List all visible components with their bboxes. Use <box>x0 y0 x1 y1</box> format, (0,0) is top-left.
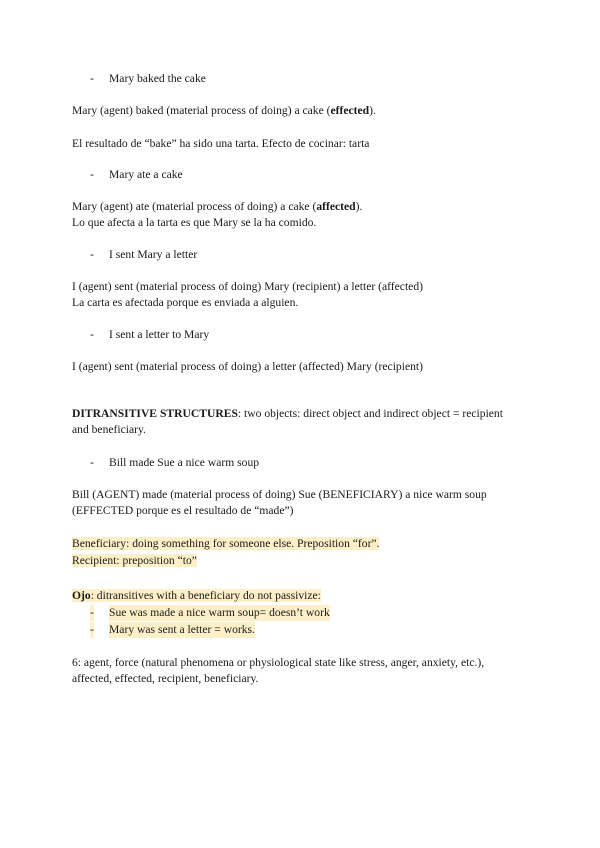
paragraph: I (agent) sent (material process of doing) Mary (recipient) a letter (affected) <box>72 280 423 293</box>
bold-text: Ojo <box>72 589 91 602</box>
paragraph <box>72 199 362 215</box>
highlighted-text: Beneficiary: doing something for someone else. Preposition “for”. <box>72 537 380 550</box>
highlighted-paragraph <box>72 536 379 552</box>
paragraph <box>72 103 376 119</box>
bullet-dash: - <box>90 456 94 469</box>
bullet-dash: - <box>90 72 94 85</box>
paragraph: affected, effected, recipient, beneficiary. <box>72 672 259 685</box>
text: ). <box>369 104 376 117</box>
bullet-dash: - <box>90 168 94 181</box>
paragraph <box>72 406 503 422</box>
text: Mary (agent) baked (material process of doing) a cake ( <box>72 104 331 117</box>
paragraph: Lo que afecta a la tarta es que Mary se la ha comido. <box>72 216 317 229</box>
bullet-text: Bill made Sue a nice warm soup <box>109 456 260 469</box>
paragraph: I (agent) sent (material process of doing) a letter (affected) Mary (recipient) <box>72 360 423 373</box>
text: : two objects: direct object and indirect object = recipient <box>237 407 503 420</box>
paragraph: La carta es afectada porque es enviada a alguien. <box>72 296 299 309</box>
bold-text: affected <box>316 200 356 213</box>
paragraph: (EFFECTED porque es el resultado de “made”) <box>72 504 294 517</box>
bullet-dash: - <box>90 623 94 636</box>
bullet-text: Mary baked the cake <box>109 72 206 85</box>
highlighted-text: Recipient: preposition “to” <box>72 554 197 567</box>
section-heading: DITRANSITIVE STRUCTURES <box>72 407 238 420</box>
text: ). <box>355 200 363 213</box>
highlighted-paragraph <box>72 588 321 604</box>
bullet-dash: - <box>90 328 94 341</box>
bullet-text: I sent Mary a letter <box>109 248 198 261</box>
text: Mary (agent) ate (material process of doing) a cake ( <box>72 200 317 213</box>
paragraph: 6: agent, force (natural phenomena or physiological state like stress, anger, anxiety, etc.), <box>72 656 485 669</box>
bold-text: effected <box>330 104 370 117</box>
text: : ditransitives with a beneficiary do not passivize: <box>90 589 321 602</box>
bullet-text: Mary ate a cake <box>109 168 183 181</box>
bullet-text: Sue was made a nice warm soup= doesn’t work <box>109 606 330 619</box>
bullet-text: I sent a letter to Mary <box>109 328 210 341</box>
bullet-dash: - <box>90 248 94 261</box>
bullet-text: Mary was sent a letter = works. <box>109 623 255 636</box>
highlighted-paragraph <box>72 553 197 569</box>
bullet-dash: - <box>90 606 94 619</box>
paragraph: El resultado de “bake” ha sido una tarta. Efecto de cocinar: tarta <box>72 137 370 150</box>
paragraph: and beneficiary. <box>72 423 146 436</box>
paragraph: Bill (AGENT) made (material process of doing) Sue (BENEFICIARY) a nice warm soup <box>72 488 487 501</box>
